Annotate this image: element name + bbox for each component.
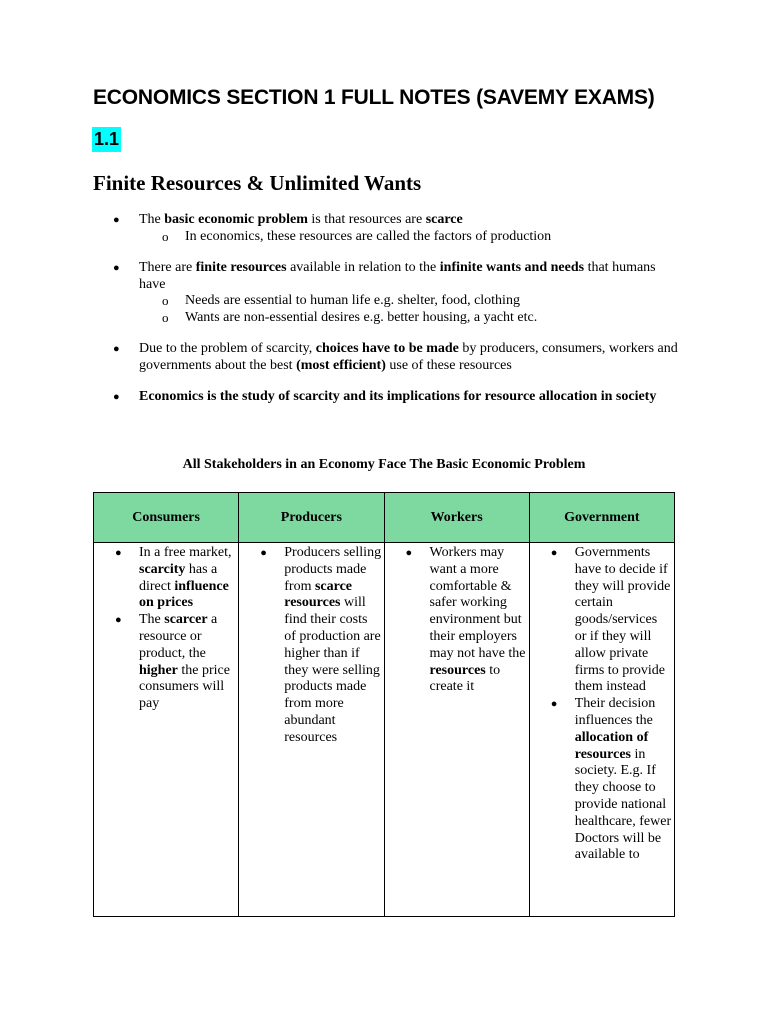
cell-bullet-item bbox=[530, 545, 672, 696]
text-run: a resource or product, the bbox=[139, 612, 218, 661]
bullet-dot-icon: ● bbox=[113, 343, 120, 355]
bold-text: scarce bbox=[425, 212, 463, 227]
text-run: In a free market, bbox=[139, 545, 232, 560]
column-header: Producers bbox=[239, 493, 384, 543]
cell-bullet-item bbox=[530, 696, 672, 864]
table-cell bbox=[384, 543, 529, 917]
sub-bullet-text: Needs are essential to human life e.g. shelter, food, clothing bbox=[185, 293, 520, 308]
sub-bullet-text: Wants are non-essential desires e.g. better housing, a yacht etc. bbox=[185, 309, 538, 325]
bold-text: higher bbox=[139, 662, 178, 678]
bold-text: (most efficient) bbox=[296, 357, 386, 373]
cell-bullet-item bbox=[239, 545, 381, 747]
bullet-list bbox=[93, 212, 678, 406]
bullet-text bbox=[139, 212, 678, 229]
bold-text: scarcer bbox=[164, 612, 208, 628]
bold-text: allocation of resources bbox=[574, 729, 649, 762]
cell-bullet-item bbox=[94, 612, 236, 713]
bold-text: scarcity bbox=[139, 561, 186, 577]
bold-text: infinite wants and needs bbox=[439, 260, 585, 275]
section-number: 1.1 bbox=[92, 127, 121, 152]
text-run: available in relation to the bbox=[286, 260, 440, 275]
sub-bullet-item bbox=[93, 293, 678, 310]
cell-bullet-item bbox=[94, 545, 236, 612]
bullet-dot-icon: ● bbox=[115, 547, 122, 559]
document-title: ECONOMICS SECTION 1 FULL NOTES (SAVEMY EXAMS) bbox=[93, 86, 655, 109]
bullet-item bbox=[93, 341, 678, 374]
bullet-dot-icon: ● bbox=[113, 214, 120, 226]
text-run: use of these resources bbox=[385, 357, 512, 373]
table-cell bbox=[239, 543, 384, 917]
circle-bullet-icon: o bbox=[162, 228, 169, 244]
cell-bullet-item bbox=[385, 545, 527, 696]
text-run: Workers may want a more comfortable & safer working environment but their employers may not have the bbox=[429, 545, 526, 661]
sub-bullet-text: In economics, these resources are called the factors of production bbox=[185, 228, 552, 244]
stakeholders-table bbox=[93, 492, 675, 917]
bold-text: scarce resources bbox=[284, 578, 353, 611]
text-run: Their decision influences the bbox=[574, 696, 656, 728]
text-run: Producers selling products made from bbox=[284, 545, 382, 594]
bullet-item bbox=[93, 389, 678, 406]
bold-text: basic economic problem bbox=[164, 212, 308, 227]
bullet-dot-icon: ● bbox=[550, 547, 558, 559]
column-header: Government bbox=[529, 493, 674, 543]
bullet-dot-icon: ● bbox=[113, 391, 120, 403]
text-run: to create it bbox=[429, 662, 501, 695]
bullet-text bbox=[139, 260, 678, 293]
bullet-item bbox=[93, 212, 678, 245]
bold-text: resources bbox=[429, 662, 486, 678]
bullet-dot-icon: ● bbox=[115, 614, 122, 627]
sub-bullet-item bbox=[93, 229, 678, 246]
table-cell bbox=[529, 543, 674, 917]
bullet-dot-icon: ● bbox=[405, 547, 413, 559]
sub-bullet-item bbox=[93, 310, 678, 327]
table-header-row bbox=[94, 493, 675, 543]
bold-text: finite resources bbox=[195, 260, 287, 275]
table-row bbox=[94, 543, 675, 917]
bullet-item bbox=[93, 260, 678, 326]
column-header: Consumers bbox=[94, 493, 239, 543]
text-run: Governments have to decide if they will provide certain goods/services or if they will allow private firms to provide them instead bbox=[574, 545, 671, 695]
bold-text: Economics is the study of scarcity and its implications for resource allocation in society bbox=[139, 389, 657, 404]
text-run: by producers, consumers, workers and governments about the best bbox=[139, 341, 678, 373]
bullet-dot-icon: ● bbox=[550, 698, 558, 711]
table-caption: All Stakeholders in an Economy Face The Basic Economic Problem bbox=[182, 457, 586, 472]
bold-text: choices have to be made bbox=[315, 341, 459, 356]
bullet-text bbox=[139, 389, 678, 406]
text-run: is that resources are bbox=[307, 212, 426, 227]
text-run: will find their costs of production are higher than if they were selling products made from more abundant resources bbox=[284, 595, 381, 745]
text-run: the price consumers will pay bbox=[139, 662, 230, 712]
bullet-text bbox=[139, 341, 678, 374]
text-run: Due to the problem of scarcity, bbox=[139, 341, 316, 356]
text-run: The bbox=[139, 612, 165, 628]
column-header: Workers bbox=[384, 493, 529, 543]
bullet-dot-icon: ● bbox=[260, 547, 267, 559]
bold-text: influence on prices bbox=[139, 578, 229, 611]
text-run: There are bbox=[139, 260, 196, 275]
circle-bullet-icon: o bbox=[162, 309, 169, 325]
table-cell bbox=[94, 543, 239, 917]
section-heading: Finite Resources & Unlimited Wants bbox=[93, 171, 422, 195]
bullet-dot-icon: ● bbox=[113, 262, 120, 274]
text-run: in society. E.g. If they choose to provide national healthcare, fewer Doctors will be available to bbox=[574, 746, 672, 863]
circle-bullet-icon: o bbox=[162, 293, 169, 308]
text-run: that humans have bbox=[139, 260, 656, 292]
text-run: has a direct bbox=[139, 561, 218, 594]
text-run: The bbox=[139, 212, 165, 227]
